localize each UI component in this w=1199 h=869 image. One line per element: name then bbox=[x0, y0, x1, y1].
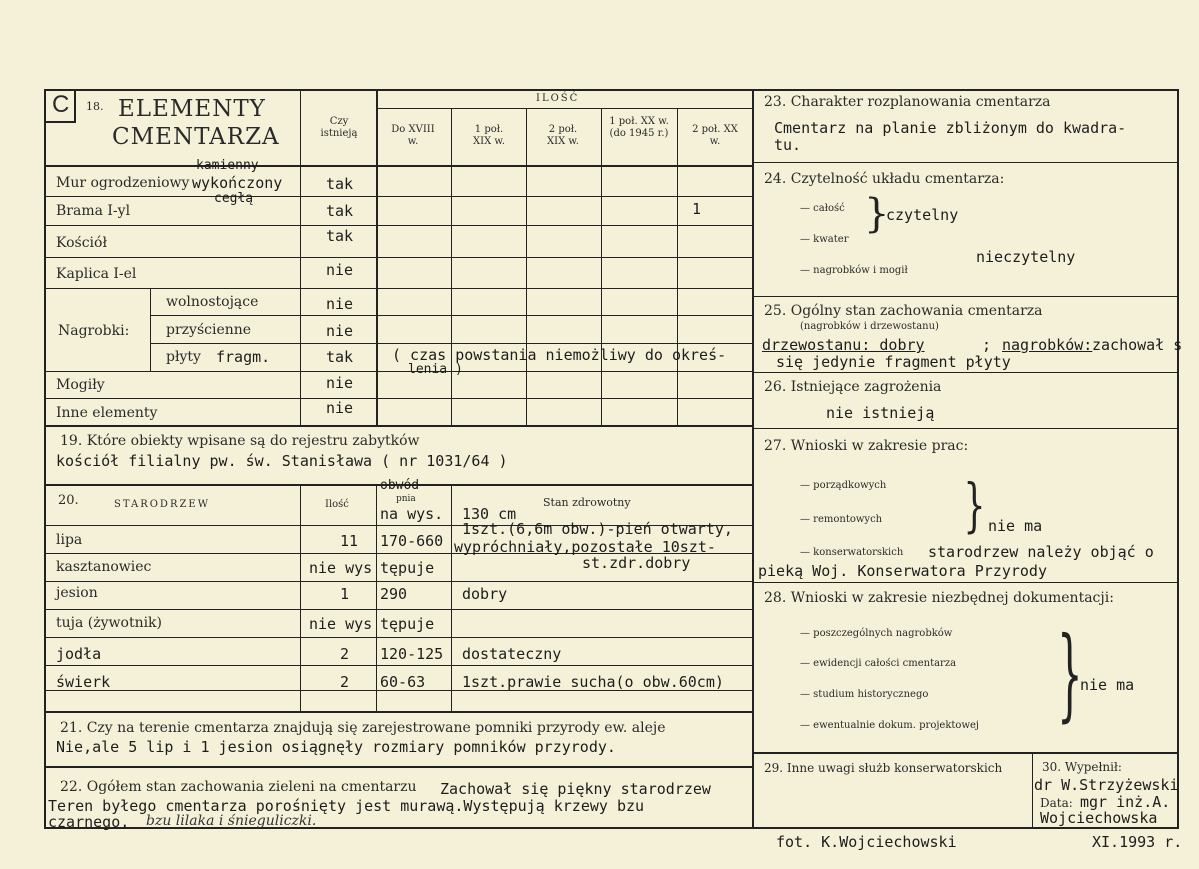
s26-question: 26. Istniejące zagrożenia bbox=[764, 379, 942, 395]
s30-who-1: dr W.Strzyżewski bbox=[1034, 776, 1179, 794]
s20-title: STARODRZEW bbox=[114, 499, 210, 510]
s24-question: 24. Czytelność układu cmentarza: bbox=[764, 171, 1005, 187]
col-1pol-xx: 1 poł. XX w. (do 1945 r.) bbox=[609, 116, 669, 139]
s21-answer: Nie,ale 5 lip i 1 jesion osiągnęły rozmiary pomników przyrody. bbox=[56, 738, 616, 756]
lipa-stan-2: wypróchniały,pozostałe 10szt- bbox=[454, 538, 716, 556]
s22-answer-handwritten: bzu lilaka i śnieguliczki. bbox=[146, 813, 317, 829]
tree-stan: dobry bbox=[462, 585, 508, 603]
s25-answer-1d: zachował s bbox=[1092, 336, 1183, 354]
row-mur-czy: tak bbox=[326, 175, 354, 193]
tree-obwod: 120-125 bbox=[380, 645, 444, 663]
s21-question: 21. Czy na terenie cmentarza znajdują się zarejestrowane pomniki przyrody ew. aleje bbox=[60, 720, 666, 736]
s27-answer-2: pieką Woj. Konserwatora Przyrody bbox=[758, 562, 1047, 580]
s20-number: 20. bbox=[58, 493, 79, 508]
s28-item-3: — studium historycznego bbox=[800, 689, 929, 700]
row-mur-label: Mur ogrodzeniowy bbox=[56, 175, 190, 191]
s20-col-stan: Stan zdrowotny bbox=[543, 496, 631, 509]
row-nagrobki-label: Nagrobki: bbox=[58, 323, 130, 339]
s18-title-1: ELEMENTY bbox=[118, 96, 266, 122]
row-inne-czy: nie bbox=[326, 399, 354, 417]
s25-answer-1c: nagrobków: bbox=[1002, 336, 1093, 354]
s30-question: 30. Wypełnił: bbox=[1042, 760, 1122, 774]
row-kosciol-czy: tak bbox=[326, 227, 354, 245]
s24-czytelny: czytelny bbox=[886, 206, 959, 224]
s24-calosc: — całość bbox=[800, 203, 845, 214]
s27-remontowych: — remontowych bbox=[800, 514, 883, 525]
s30-who-2: mgr inż.A. bbox=[1080, 793, 1171, 811]
row-kaplica-label: Kaplica I-el bbox=[56, 266, 137, 282]
s20-col-obwod: obwód bbox=[380, 478, 420, 493]
row-mur-extra-3: cegłą bbox=[214, 191, 254, 206]
lipa-stan-3: st.zdr.dobry bbox=[582, 554, 691, 572]
tree-obwod: tępuje bbox=[380, 559, 435, 577]
col-2pol-xx: 2 poł. XX w. bbox=[692, 124, 738, 147]
s24-brace: } bbox=[864, 191, 890, 237]
row-przyscienne-label: przyścienne bbox=[166, 322, 252, 338]
s23-answer-2: tu. bbox=[774, 136, 802, 154]
tree-name: świerk bbox=[56, 673, 111, 691]
s25-answer-1b: ; bbox=[982, 336, 992, 354]
s20-col-pnia: pnia bbox=[396, 494, 416, 504]
col-1pol-xix: 1 poł. XIX w. bbox=[473, 124, 505, 147]
tree-name: lipa bbox=[56, 532, 83, 548]
s28-nie-ma: nie ma bbox=[1080, 676, 1135, 694]
s30-data-label: Data: bbox=[1040, 796, 1073, 810]
s22-answer-2: Teren byłego cmentarza porośnięty jest murawą.Występują krzewy bzu bbox=[48, 797, 645, 815]
footer-date: XI.1993 r. bbox=[1092, 833, 1183, 851]
s28-item-1: — poszczególnych nagrobków bbox=[800, 628, 953, 639]
s28-brace: } bbox=[1057, 615, 1083, 732]
tree-name: tuja (żywotnik) bbox=[56, 615, 163, 631]
row-brama-label: Brama I-yl bbox=[56, 203, 131, 219]
s24-kwater: — kwater bbox=[800, 234, 849, 245]
s25-question: 25. Ogólny stan zachowania cmentarza bbox=[764, 303, 1043, 319]
col-do-xviii: Do XVIII w. bbox=[391, 124, 435, 147]
s27-answer-1: starodrzew należy objąć o bbox=[928, 543, 1154, 561]
row-wolnostojace-czy: nie bbox=[326, 295, 354, 313]
card-letter: C bbox=[52, 91, 70, 118]
s22-answer-1: Zachował się piękny starodrzew bbox=[440, 780, 711, 798]
tree-stan: 1szt.prawie sucha(o obw.60cm) bbox=[462, 673, 724, 691]
s23-question: 23. Charakter rozplanowania cmentarza bbox=[764, 94, 1051, 110]
row-mur-extra-2: wykończony bbox=[192, 174, 283, 192]
row-brama-czy: tak bbox=[326, 202, 354, 220]
row-mogily-label: Mogiły bbox=[56, 377, 105, 393]
s20-wys-value: 130 cm bbox=[462, 505, 517, 523]
tree-obwod: 60-63 bbox=[380, 673, 426, 691]
s27-question: 27. Wnioski w zakresie prac: bbox=[764, 438, 969, 454]
tree-qty: 2 bbox=[340, 673, 350, 691]
footer-photo-credit: fot. K.Wojciechowski bbox=[776, 833, 957, 851]
s25-answer-1a: drzewostanu: dobry bbox=[762, 336, 925, 354]
s27-brace: } bbox=[963, 471, 986, 539]
s25-answer-2: się jedynie fragment płyty bbox=[776, 353, 1011, 371]
tree-qty: nie wys bbox=[309, 559, 373, 577]
row-plyty-label: płyty bbox=[166, 349, 201, 365]
row-brama-2pol-xx: 1 bbox=[692, 200, 702, 218]
tree-qty: 1 bbox=[340, 585, 350, 603]
tree-obwod: 170-660 bbox=[380, 532, 444, 550]
row-plyty-note-2: lenia ) bbox=[408, 362, 463, 377]
s20-col-ilosc: Ilość bbox=[325, 499, 349, 510]
tree-obwod: 290 bbox=[380, 585, 408, 603]
s24-nieczytelny: nieczytelny bbox=[976, 248, 1076, 266]
col-2pol-xix: 2 poł. XIX w. bbox=[547, 124, 579, 147]
s18-title-2: CMENTARZA bbox=[112, 124, 280, 150]
row-przyscienne-czy: nie bbox=[326, 322, 354, 340]
row-plyty-extra: fragm. bbox=[216, 348, 271, 366]
row-inne-label: Inne elementy bbox=[56, 405, 158, 421]
tree-qty: 11 bbox=[340, 532, 359, 550]
row-plyty-czy: tak bbox=[326, 348, 354, 366]
row-mur-extra-1: kamienny bbox=[196, 158, 259, 173]
s19-question: 19. Które obiekty wpisane są do rejestru zabytków bbox=[60, 433, 420, 449]
s26-answer: nie istnieją bbox=[826, 404, 935, 422]
s29-question: 29. Inne uwagi służb konserwatorskich bbox=[764, 761, 1003, 775]
tree-qty: 2 bbox=[340, 645, 350, 663]
row-mogily-czy: nie bbox=[326, 374, 354, 392]
s22-answer-3: czarnego, bbox=[48, 813, 130, 831]
col-ilosc: ILOŚĆ bbox=[536, 93, 580, 104]
s22-question: 22. Ogółem stan zachowania zieleni na cmentarzu bbox=[60, 779, 417, 795]
s28-question: 28. Wnioski w zakresie niezbędnej dokumentacji: bbox=[764, 590, 1114, 606]
s25-sub: (nagrobków i drzewostanu) bbox=[800, 321, 939, 332]
s18-number: 18. bbox=[86, 100, 104, 113]
tree-name: jodła bbox=[56, 645, 102, 663]
col-czy-istnieja: Czy istnieją bbox=[320, 116, 358, 139]
s27-porzadkowych: — porządkowych bbox=[800, 480, 887, 491]
s27-konserwatorskich: — konserwatorskich bbox=[800, 547, 904, 558]
tree-name: kasztanowiec bbox=[56, 559, 152, 575]
tree-obwod: tępuje bbox=[380, 615, 435, 633]
s23-answer-1: Cmentarz na planie zbliżonym do kwadra- bbox=[774, 119, 1127, 137]
tree-stan: dostateczny bbox=[462, 645, 562, 663]
s30-who-3: Wojciechowska bbox=[1040, 809, 1158, 827]
row-kosciol-label: Kościół bbox=[56, 235, 107, 251]
tree-qty: nie wys bbox=[309, 615, 373, 633]
s27-nie-ma: nie ma bbox=[988, 517, 1043, 535]
row-wolnostojace-label: wolnostojące bbox=[166, 294, 259, 310]
tree-name: jesion bbox=[56, 585, 98, 601]
lipa-stan-1: 1szt.(6,6m obw.)-pień otwarty, bbox=[462, 520, 733, 538]
row-plyty-note-1: ( czas powstania niemożliwy do okreś- bbox=[392, 346, 727, 364]
s19-answer: kościół filialny pw. św. Stanisława ( nr 1031/64 ) bbox=[56, 452, 508, 470]
s28-item-2: — ewidencji całości cmentarza bbox=[800, 658, 957, 669]
s24-nagrobkow: — nagrobków i mogił bbox=[800, 265, 908, 276]
s28-item-4: — ewentualnie dokum. projektowej bbox=[800, 720, 980, 731]
row-kaplica-czy: nie bbox=[326, 261, 354, 279]
s20-col-na-wys: na wys. bbox=[380, 505, 444, 523]
